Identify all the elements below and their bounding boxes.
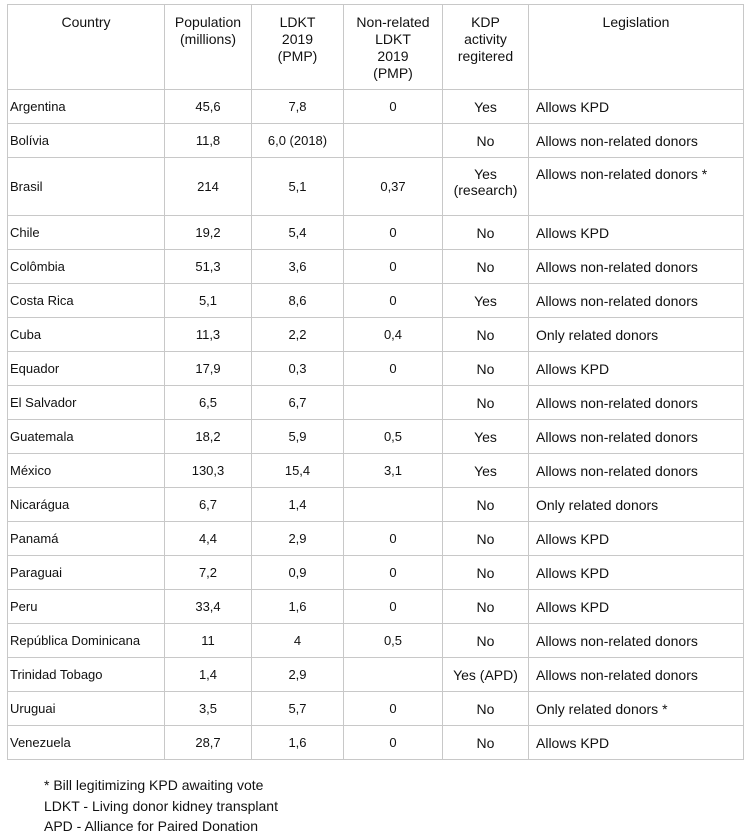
cell-ldkt: 2,2 — [252, 318, 344, 352]
cell-nonrelated-ldkt: 0,4 — [344, 318, 443, 352]
cell-legislation: Allows non-related donors — [529, 124, 744, 158]
cell-country: México — [8, 454, 165, 488]
cell-nonrelated-ldkt: 0,37 — [344, 158, 443, 216]
cell-kdp-activity: Yes (research) — [443, 158, 529, 216]
cell-population: 11,3 — [165, 318, 252, 352]
cell-kdp-activity: No — [443, 522, 529, 556]
cell-ldkt: 4 — [252, 624, 344, 658]
cell-kdp-activity: No — [443, 488, 529, 522]
table-row — [8, 420, 744, 454]
table-row — [8, 284, 744, 318]
table-row — [8, 692, 744, 726]
cell-kdp-activity: No — [443, 352, 529, 386]
cell-nonrelated-ldkt: 0,5 — [344, 420, 443, 454]
cell-nonrelated-ldkt: 0 — [344, 216, 443, 250]
cell-legislation: Allows KPD — [529, 216, 744, 250]
cell-kdp-activity: No — [443, 590, 529, 624]
cell-country: Argentina — [8, 90, 165, 124]
cell-nonrelated-ldkt: 0 — [344, 352, 443, 386]
cell-legislation: Allows KPD — [529, 352, 744, 386]
cell-kdp-activity: Yes — [443, 420, 529, 454]
cell-legislation: Allows non-related donors — [529, 386, 744, 420]
header-nonrelated-ldkt: Non-related LDKT 2019 (PMP) — [344, 5, 443, 90]
cell-ldkt: 6,0 (2018) — [252, 124, 344, 158]
cell-kdp-activity: No — [443, 124, 529, 158]
table-row — [8, 556, 744, 590]
cell-population: 28,7 — [165, 726, 252, 760]
cell-ldkt: 8,6 — [252, 284, 344, 318]
cell-country: Costa Rica — [8, 284, 165, 318]
table-row — [8, 386, 744, 420]
cell-kdp-activity: No — [443, 216, 529, 250]
cell-legislation: Allows non-related donors * — [529, 158, 744, 216]
table-row — [8, 90, 744, 124]
cell-country: Panamá — [8, 522, 165, 556]
cell-nonrelated-ldkt: 0 — [344, 90, 443, 124]
cell-nonrelated-ldkt: 0 — [344, 250, 443, 284]
cell-population: 6,7 — [165, 488, 252, 522]
data-table — [7, 4, 744, 760]
cell-ldkt: 1,6 — [252, 726, 344, 760]
cell-nonrelated-ldkt: 0 — [344, 284, 443, 318]
cell-ldkt: 5,7 — [252, 692, 344, 726]
table-row — [8, 590, 744, 624]
cell-country: Brasil — [8, 158, 165, 216]
table-row — [8, 624, 744, 658]
cell-legislation: Only related donors — [529, 318, 744, 352]
cell-country: Nicarágua — [8, 488, 165, 522]
cell-legislation: Allows KPD — [529, 726, 744, 760]
cell-legislation: Only related donors — [529, 488, 744, 522]
cell-ldkt: 2,9 — [252, 658, 344, 692]
cell-legislation: Allows non-related donors — [529, 420, 744, 454]
cell-ldkt: 5,9 — [252, 420, 344, 454]
cell-country: Cuba — [8, 318, 165, 352]
cell-population: 17,9 — [165, 352, 252, 386]
cell-kdp-activity: No — [443, 386, 529, 420]
cell-country: Chile — [8, 216, 165, 250]
cell-nonrelated-ldkt: 0 — [344, 590, 443, 624]
cell-population: 45,6 — [165, 90, 252, 124]
cell-population: 11,8 — [165, 124, 252, 158]
cell-ldkt: 1,6 — [252, 590, 344, 624]
cell-legislation: Allows non-related donors — [529, 284, 744, 318]
footnote-apd: APD - Alliance for Paired Donation — [44, 818, 258, 834]
cell-nonrelated-ldkt — [344, 488, 443, 522]
cell-legislation: Allows KPD — [529, 90, 744, 124]
cell-legislation: Allows non-related donors — [529, 250, 744, 284]
cell-kdp-activity: No — [443, 250, 529, 284]
table-row — [8, 216, 744, 250]
header-population: Population (millions) — [165, 5, 252, 90]
cell-country: Uruguai — [8, 692, 165, 726]
cell-legislation: Allows non-related donors — [529, 454, 744, 488]
cell-nonrelated-ldkt: 0,5 — [344, 624, 443, 658]
cell-country: República Dominicana — [8, 624, 165, 658]
cell-population: 3,5 — [165, 692, 252, 726]
cell-ldkt: 2,9 — [252, 522, 344, 556]
cell-population: 214 — [165, 158, 252, 216]
cell-kdp-activity: No — [443, 726, 529, 760]
table-row — [8, 488, 744, 522]
cell-kdp-activity: Yes — [443, 90, 529, 124]
cell-nonrelated-ldkt: 0 — [344, 522, 443, 556]
cell-kdp-activity: No — [443, 624, 529, 658]
footnotes — [44, 775, 278, 837]
table-row — [8, 250, 744, 284]
cell-country: Peru — [8, 590, 165, 624]
cell-nonrelated-ldkt — [344, 386, 443, 420]
cell-population: 18,2 — [165, 420, 252, 454]
table-row — [8, 124, 744, 158]
cell-country: Paraguai — [8, 556, 165, 590]
cell-country: Colômbia — [8, 250, 165, 284]
cell-kdp-activity: Yes (APD) — [443, 658, 529, 692]
cell-legislation: Allows KPD — [529, 556, 744, 590]
cell-ldkt: 0,3 — [252, 352, 344, 386]
cell-population: 19,2 — [165, 216, 252, 250]
table-row — [8, 158, 744, 216]
cell-nonrelated-ldkt — [344, 124, 443, 158]
footnote-ldkt: LDKT - Living donor kidney transplant — [44, 797, 278, 814]
cell-country: Guatemala — [8, 420, 165, 454]
cell-population: 6,5 — [165, 386, 252, 420]
header-legislation: Legislation — [529, 5, 744, 90]
cell-legislation: Allows non-related donors — [529, 658, 744, 692]
cell-ldkt: 15,4 — [252, 454, 344, 488]
header-row — [8, 5, 744, 90]
cell-nonrelated-ldkt: 0 — [344, 556, 443, 590]
cell-ldkt: 6,7 — [252, 386, 344, 420]
cell-legislation: Allows KPD — [529, 590, 744, 624]
cell-country: Venezuela — [8, 726, 165, 760]
cell-country: El Salvador — [8, 386, 165, 420]
cell-kdp-activity: No — [443, 692, 529, 726]
table-row — [8, 726, 744, 760]
cell-population: 5,1 — [165, 284, 252, 318]
cell-legislation: Allows KPD — [529, 522, 744, 556]
header-country: Country — [8, 5, 165, 90]
table-row — [8, 318, 744, 352]
header-kdp-activity: KDP activity regitered — [443, 5, 529, 90]
table-row — [8, 658, 744, 692]
cell-population: 130,3 — [165, 454, 252, 488]
cell-population: 1,4 — [165, 658, 252, 692]
cell-kdp-activity: No — [443, 318, 529, 352]
table-row — [8, 352, 744, 386]
cell-country: Equador — [8, 352, 165, 386]
cell-ldkt: 3,6 — [252, 250, 344, 284]
cell-nonrelated-ldkt: 3,1 — [344, 454, 443, 488]
header-ldkt: LDKT 2019 (PMP) — [252, 5, 344, 90]
cell-kdp-activity: Yes — [443, 284, 529, 318]
cell-country: Bolívia — [8, 124, 165, 158]
cell-population: 51,3 — [165, 250, 252, 284]
cell-ldkt: 1,4 — [252, 488, 344, 522]
cell-ldkt: 7,8 — [252, 90, 344, 124]
cell-nonrelated-ldkt: 0 — [344, 692, 443, 726]
cell-nonrelated-ldkt — [344, 658, 443, 692]
cell-population: 11 — [165, 624, 252, 658]
cell-ldkt: 5,1 — [252, 158, 344, 216]
cell-nonrelated-ldkt: 0 — [344, 726, 443, 760]
cell-kdp-activity: Yes — [443, 454, 529, 488]
footnote-bill: * Bill legitimizing KPD awaiting vote — [44, 777, 264, 793]
cell-population: 7,2 — [165, 556, 252, 590]
cell-legislation: Only related donors * — [529, 692, 744, 726]
cell-legislation: Allows non-related donors — [529, 624, 744, 658]
table-row — [8, 522, 744, 556]
cell-population: 4,4 — [165, 522, 252, 556]
table-row — [8, 454, 744, 488]
cell-kdp-activity: No — [443, 556, 529, 590]
cell-ldkt: 0,9 — [252, 556, 344, 590]
cell-population: 33,4 — [165, 590, 252, 624]
cell-country: Trinidad Tobago — [8, 658, 165, 692]
cell-ldkt: 5,4 — [252, 216, 344, 250]
